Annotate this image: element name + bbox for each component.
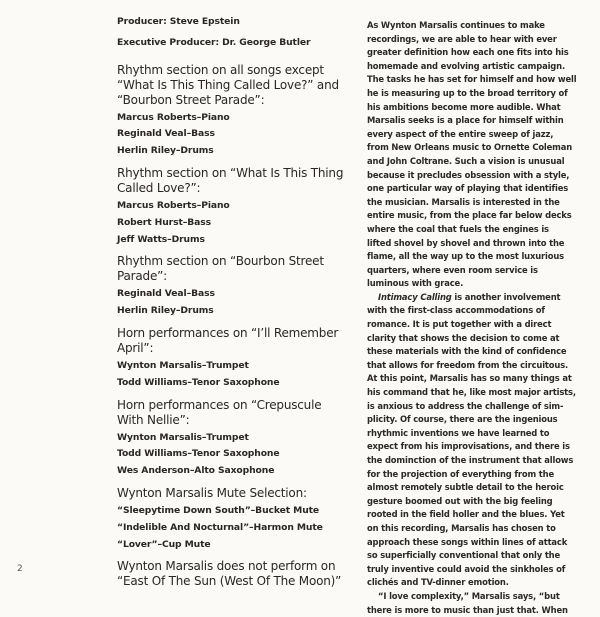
liner-notes-line: clichés and TV-dinner emotion.: [367, 577, 509, 588]
liner-notes-line: clarity that shows the decision to come at: [367, 332, 560, 343]
section-heading: [117, 63, 362, 108]
liner-notes-line: every aspect of the entire sweep of jazz,: [367, 128, 554, 139]
section-heading-line: Rhythm section on “What Is This Thing: [117, 165, 344, 180]
liner-notes-line: plicity. Of course, there are the ingenious: [367, 414, 558, 425]
liner-notes-line: because it precludes obsession with a style,: [367, 169, 570, 180]
personnel-entry: Wynton Marsalis–Trumpet: [117, 431, 249, 443]
section-heading: [117, 166, 362, 196]
liner-notes-column: [367, 19, 589, 617]
liner-notes-line: greater definition how each one fits into his: [367, 47, 569, 58]
section-heading: [117, 486, 362, 501]
section-heading-line: Rhythm section on “Bourbon Street: [117, 254, 324, 269]
liner-notes-line: The tasks he has set for himself and how well: [367, 74, 577, 85]
liner-notes-line: expect from his improvisations, and there is: [367, 441, 570, 452]
liner-notes-line: from New Orleans music to Ornette Coleman: [367, 142, 573, 153]
liner-notes-line: and John Coltrane. Such a vision is unusual: [367, 155, 565, 166]
section-heading-line: Rhythm section on all songs except: [117, 62, 324, 77]
liner-notes-line: rhythmic inventions we have learned to: [367, 427, 550, 438]
liner-notes-line: the dominction of the instrument that allows: [367, 455, 574, 465]
liner-notes-line: with the first-class accommodations of: [367, 305, 545, 316]
liner-notes-line: his ambitions become more audible. What: [367, 101, 561, 112]
personnel-entry: Reginald Veal–Bass: [117, 288, 215, 300]
liner-notes-line: Marsalis seeks is a place for himself within: [367, 115, 564, 126]
personnel-entry: Wynton Marsalis–Trumpet: [117, 359, 249, 371]
section-heading-line: Called Love?”:: [117, 180, 201, 195]
liner-notes-line: so superficially conventional that only the: [367, 550, 561, 561]
section-heading: [117, 398, 362, 428]
personnel-sections: [117, 63, 362, 590]
liner-notes-line: homemade and evolving artistic campaign.: [367, 60, 565, 71]
section-heading-line: “What Is This Thing Called Love?” and: [117, 77, 339, 92]
liner-notes-line: lifted shovel by shovel and thrown into the: [367, 237, 565, 248]
section-heading-line: Parade”:: [117, 269, 167, 284]
liner-notes-line: one particular way of playing that identifies: [367, 183, 569, 194]
personnel-entry: Todd Williams–Tenor Saxophone: [117, 448, 280, 460]
section-heading: [117, 559, 362, 589]
producer-credit: Producer: Steve Epstein: [117, 16, 240, 27]
liner-notes-line: rooted in the field holler and the blues. Yet: [367, 509, 565, 520]
liner-notes-line: [367, 291, 589, 305]
personnel-entry: Robert Hurst–Bass: [117, 216, 211, 228]
section-heading: [117, 326, 362, 356]
personnel-entry: Herlin Riley–Drums: [117, 145, 214, 157]
liner-notes-line: for the projection of everything from the: [367, 468, 555, 479]
section-heading-line: “East Of The Sun (West Of The Moon)”: [117, 574, 342, 589]
personnel-entry: Wes Anderson–Alto Saxophone: [117, 465, 275, 477]
personnel-entry: Herlin Riley–Drums: [117, 305, 214, 317]
liner-notes-text: [367, 19, 589, 617]
liner-notes-line: almost remotely subtle detail to the heroic: [367, 482, 564, 493]
liner-notes-line: is anxious to address the challenge of sim-: [367, 400, 564, 411]
liner-notes-line: [367, 590, 589, 604]
liner-notes-line: gesture boomed out with the big feeling: [367, 495, 553, 506]
credits-column: [117, 14, 362, 591]
personnel-entry: Jeff Watts–Drums: [117, 233, 205, 245]
executive-producer-credit: Executive Producer: Dr. George Butler: [117, 36, 311, 48]
liner-notes-line: entire music, from the place far below decks: [367, 210, 572, 221]
section-heading-line: With Nellie”:: [117, 412, 190, 427]
liner-notes-line: flame, all the way up to the most luxurious: [367, 251, 564, 262]
personnel-entry: Reginald Veal–Bass: [117, 128, 215, 140]
liner-notes-line: At this point, Marsalis has so many things at: [367, 373, 572, 384]
liner-notes-line: there is more to music than just that. When: [367, 604, 568, 615]
section-heading-line: Horn performances on “Crepuscule: [117, 397, 322, 412]
liner-notes-text-fragment: is another involvement: [451, 291, 561, 302]
liner-notes-line: romance. It is put together with a direct: [367, 319, 552, 330]
liner-notes-line: on this recording, Marsalis has chosen to: [367, 522, 556, 533]
personnel-entry: “Indelible And Nocturnal”–Harmon Mute: [117, 521, 323, 533]
liner-notes-line: truly inventive could avoid the sinkholes of: [367, 563, 566, 574]
liner-notes-line: where the coal that fuels the engines is: [367, 223, 549, 234]
liner-notes-line: As Wynton Marsalis continues to make: [367, 20, 545, 30]
section-heading-line: Wynton Marsalis does not perform on: [117, 559, 336, 574]
section-heading: [117, 254, 362, 284]
album-title: Intimacy Calling: [378, 291, 452, 302]
page-number: 2: [17, 564, 23, 574]
section-heading-line: April”:: [117, 340, 154, 355]
personnel-entry: Marcus Roberts–Piano: [117, 199, 230, 211]
liner-notes-line: quarters, where even room service is: [367, 264, 538, 275]
section-heading-line: Wynton Marsalis Mute Selection:: [117, 485, 307, 500]
liner-notes-line: recordings, we are able to hear with ever: [367, 33, 557, 44]
liner-notes-text-fragment: “I love complexity,” Marsalis says, “but: [378, 590, 560, 601]
liner-notes-line: his command that he, like most major artists,: [367, 387, 576, 398]
liner-notes-line: luminous with grace.: [367, 278, 464, 289]
liner-notes-line: he is measuring up to the broad territory of: [367, 87, 568, 98]
liner-notes-line: approach these songs within lines of attack: [367, 536, 568, 547]
personnel-entry: “Lover”–Cup Mute: [117, 538, 211, 550]
personnel-entry: “Sleepytime Down South”–Bucket Mute: [117, 504, 320, 516]
section-heading-line: “Bourbon Street Parade”:: [117, 92, 265, 107]
personnel-entry: Marcus Roberts–Piano: [117, 111, 230, 123]
liner-notes-line: these materials with the kind of confidence: [367, 346, 567, 357]
liner-notes-line: that allows for freedom from the circuitous.: [367, 359, 569, 370]
liner-notes-line: the musician. Marsalis is interested in the: [367, 196, 560, 207]
personnel-entry: Todd Williams–Tenor Saxophone: [117, 376, 280, 388]
section-heading-line: Horn performances on “I’ll Remember: [117, 325, 339, 340]
